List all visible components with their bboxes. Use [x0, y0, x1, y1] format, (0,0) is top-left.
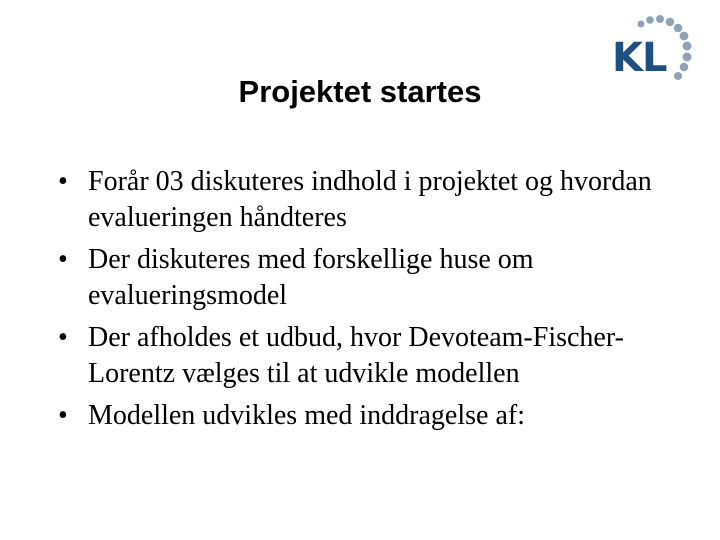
bullet-dot-icon: • [58, 166, 68, 197]
bullet-dot-icon: • [58, 322, 68, 353]
bullet-list [58, 164, 658, 440]
bullet-item [58, 242, 658, 314]
bullet-text: Der afholdes et udbud, hvor Devoteam-Fischer-Lorentz vælges til at udvikle modellen [88, 322, 624, 389]
bullet-item [58, 164, 658, 236]
kl-logo-text: KL [612, 35, 667, 81]
bullet-text: Der diskuteres med forskellige huse om evalueringsmodel [88, 244, 534, 311]
slide-title: Projektet startes [238, 74, 482, 109]
bullet-item [58, 320, 658, 392]
bullet-text: Modellen udvikles med inddragelse af: [88, 400, 525, 431]
bullet-dot-icon: • [58, 244, 68, 275]
bullet-text: Forår 03 diskuteres indhold i projektet og hvordan evalueringen håndteres [88, 166, 652, 233]
bullet-item [58, 398, 658, 434]
bullet-dot-icon: • [58, 400, 68, 431]
